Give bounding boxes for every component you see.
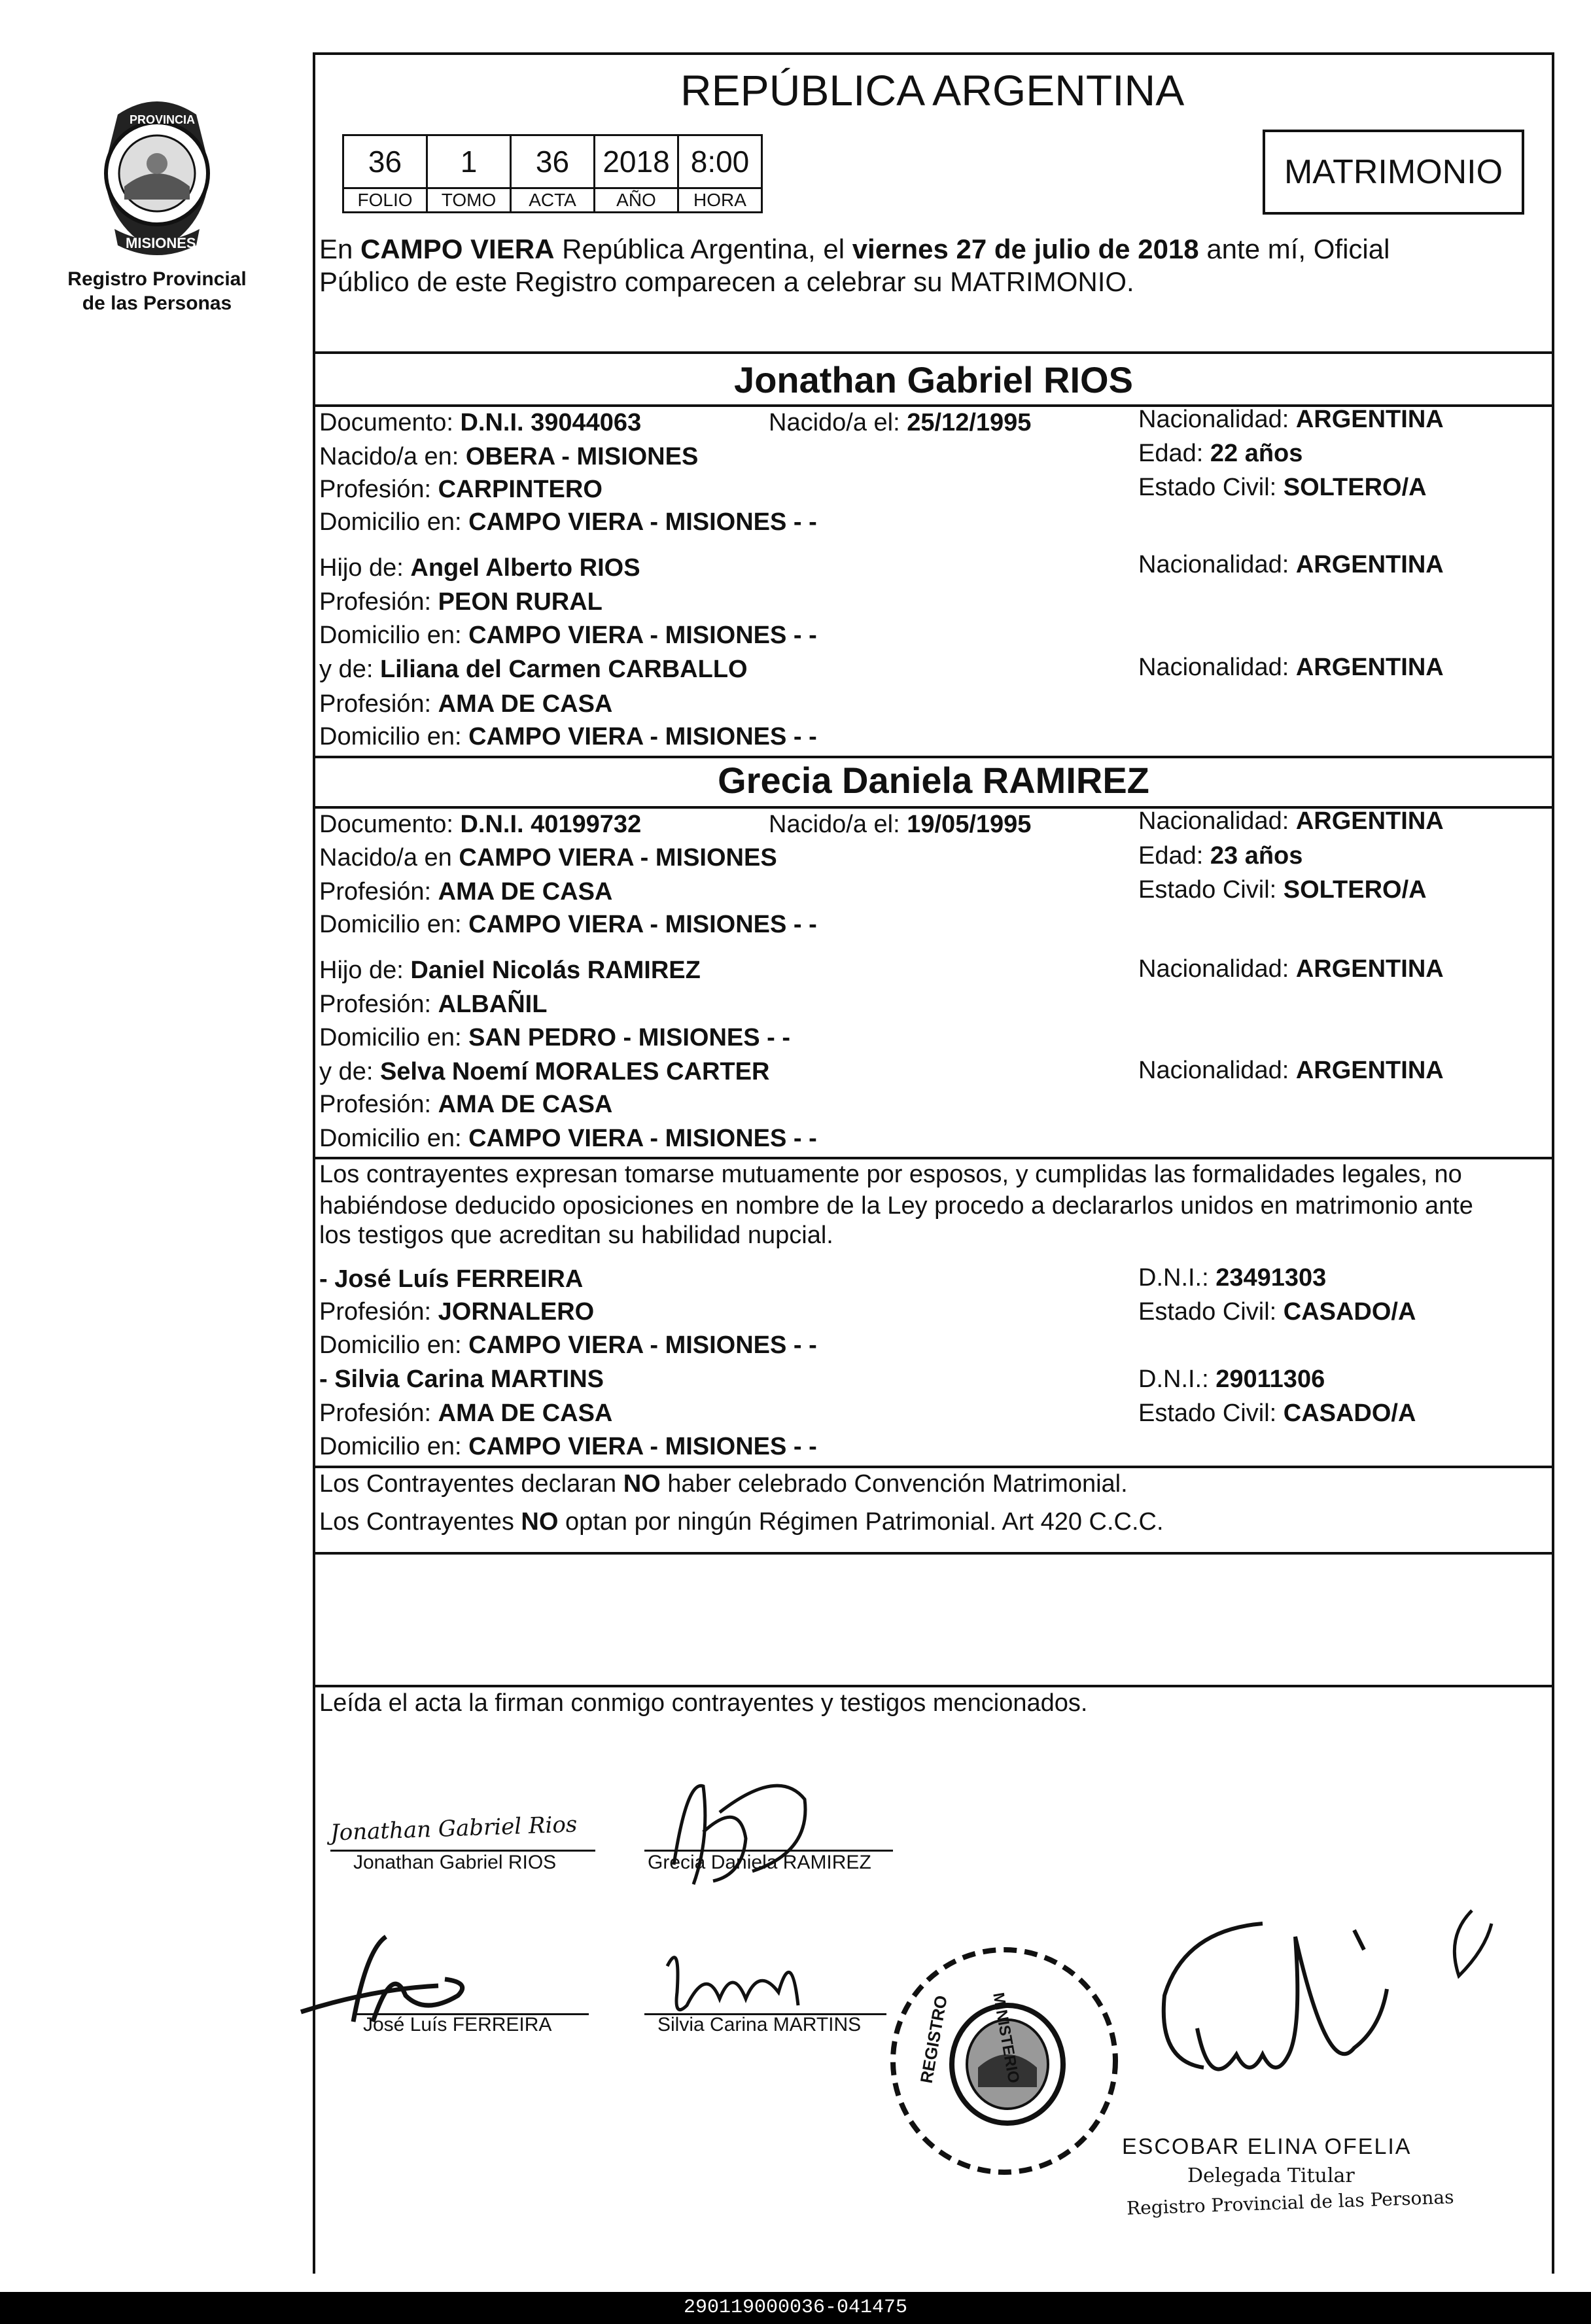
intro-text-1: En [319,234,361,264]
registry-logo [79,88,236,265]
intro-text-2: República Argentina, el [554,234,852,264]
bride-birthdate: Nacido/a el: 19/05/1995 [769,811,1032,838]
bride-name: Grecia Daniela RAMIREZ [718,760,1149,801]
groom-nationality: Nacionalidad: ARGENTINA [1138,406,1444,433]
witness1-address: Domicilio en: CAMPO VIERA - MISIONES - - [319,1331,817,1359]
hour-label: HORA [678,188,762,213]
official-signature-icon [1106,1897,1511,2146]
witness2-signature-label: Silvia Carina MARTINS [657,2014,862,2035]
official-stamp [880,1924,1128,2185]
seal-text-top: PROVINCIA DE [130,113,215,126]
declaration-line3: los testigos que acreditan su habilidad nupcial. [319,1222,833,1249]
witness2-name: - Silvia Carina MARTINS [319,1365,604,1393]
intro-text-3: ante mí, Oficial [1198,234,1390,264]
bride-father-nationality: Nacionalidad: ARGENTINA [1138,955,1444,983]
witness2-address: Domicilio en: CAMPO VIERA - MISIONES - - [319,1433,817,1460]
witness1-signature-label: José Luís FERREIRA [363,2014,552,2035]
groom-address: Domicilio en: CAMPO VIERA - MISIONES - - [319,508,817,536]
divider [313,351,1554,354]
intro-place: CAMPO VIERA [360,234,555,264]
registry-caption-line2: de las Personas [82,292,232,314]
groom-mother: y de: Liliana del Carmen CARBALLO [319,656,748,683]
bride-mother-nationality: Nacionalidad: ARGENTINA [1138,1057,1444,1084]
bride-father-profession: Profesión: ALBAÑIL [319,991,548,1018]
groom-birthdate: Nacido/a el: 25/12/1995 [769,409,1032,436]
groom-age: Edad: 22 años [1138,440,1303,467]
official-title: Delegada Titular [1187,2164,1355,2187]
bride-signature-label: Grecia Daniela RAMIREZ [648,1852,871,1873]
acta-value: 36 [511,135,595,188]
witness1-profession: Profesión: JORNALERO [319,1298,595,1326]
divider [313,1685,1554,1687]
groom-signature-label: Jonathan Gabriel RIOS [353,1852,557,1873]
tomo-value: 1 [427,135,511,188]
bride-signature-icon [648,1760,824,1910]
declaration-line2: habiéndose deducido oposiciones en nombre de la Ley procedo a declararlos unidos en matrimonio ante [319,1192,1473,1220]
folio-value: 36 [343,135,427,188]
bride-profession: Profesión: AMA DE CASA [319,878,613,906]
bride-mother: y de: Selva Noemí MORALES CARTER [319,1058,770,1085]
witness2-profession: Profesión: AMA DE CASA [319,1400,613,1427]
groom-civil-status: Estado Civil: SOLTERO/A [1138,474,1427,501]
witness1-civil-status: Estado Civil: CASADO/A [1138,1298,1416,1326]
seal-text-bottom: MISIONES [126,235,196,251]
intro-date: viernes 27 de julio de 2018 [852,234,1199,264]
groom-father-address: Domicilio en: CAMPO VIERA - MISIONES - - [319,622,817,649]
groom-mother-nationality: Nacionalidad: ARGENTINA [1138,654,1444,681]
folio-label: FOLIO [343,188,427,213]
page-title: REPÚBLICA ARGENTINA [680,66,1185,114]
witness1-name: - José Luís FERREIRA [319,1265,584,1293]
divider [313,1552,1554,1555]
witness1-dni: D.N.I.: 23491303 [1138,1264,1327,1292]
intro-line2: Público de este Registro comparecen a celebrar su MATRIMONIO. [319,266,1134,297]
groom-father-nationality: Nacionalidad: ARGENTINA [1138,551,1444,578]
acta-label: ACTA [511,188,595,213]
year-label: AÑO [595,188,678,213]
divider [313,1466,1554,1468]
convention-line1: Los Contrayentes declaran NO haber celebrado Convención Matrimonial. [319,1470,1128,1498]
divider [313,756,1554,758]
document-code: 290119000036-041475 [683,2297,908,2319]
bride-civil-status: Estado Civil: SOLTERO/A [1138,876,1427,904]
groom-mother-address: Domicilio en: CAMPO VIERA - MISIONES - - [319,723,817,750]
groom-documento: Documento: D.N.I. 39044063 [319,409,642,436]
bride-mother-profession: Profesión: AMA DE CASA [319,1091,613,1118]
bride-birthplace: Nacido/a en CAMPO VIERA - MISIONES [319,844,777,872]
registry-caption-line1: Registro Provincial [67,268,247,290]
groom-father-profession: Profesión: PEON RURAL [319,588,603,616]
official-office: Registro Provincial de las Personas [1126,2186,1454,2219]
document-type-box [1263,130,1524,215]
closing-statement: Leída el acta la firman conmigo contrayentes y testigos mencionados. [319,1689,1088,1717]
year-value: 2018 [595,135,678,188]
bride-father: Hijo de: Daniel Nicolás RAMIREZ [319,957,701,984]
intro-paragraph [319,232,1390,266]
tomo-label: TOMO [427,188,511,213]
convention-line2: Los Contrayentes NO optan por ningún Régimen Patrimonial. Art 420 C.C.C. [319,1508,1164,1536]
bride-nationality: Nacionalidad: ARGENTINA [1138,807,1444,835]
document-code-bar [0,2292,1591,2324]
groom-birthplace: Nacido/a en: OBERA - MISIONES [319,443,699,470]
bride-father-address: Domicilio en: SAN PEDRO - MISIONES - - [319,1024,790,1051]
groom-profession: Profesión: CARPINTERO [319,476,603,503]
groom-handwritten-signature: Jonathan Gabriel Rios [330,1811,578,1846]
witness2-civil-status: Estado Civil: CASADO/A [1138,1400,1416,1427]
declaration-line1: Los contrayentes expresan tomarse mutuamente por esposos, y cumplidas las formalidades legales, no [319,1161,1462,1188]
stamp-text-right: MINISTERIO [989,1991,1023,2085]
bride-documento: Documento: D.N.I. 40199732 [319,811,642,838]
official-name: ESCOBAR ELINA OFELIA [1122,2134,1412,2159]
record-number-table [342,134,763,213]
bride-address: Domicilio en: CAMPO VIERA - MISIONES - - [319,911,817,938]
hour-value: 8:00 [678,135,762,188]
bride-mother-address: Domicilio en: CAMPO VIERA - MISIONES - - [319,1125,817,1152]
groom-mother-profession: Profesión: AMA DE CASA [319,690,613,718]
groom-father: Hijo de: Angel Alberto RIOS [319,554,640,582]
bride-age: Edad: 23 años [1138,842,1303,870]
stamp-text-left: REGISTRO [916,1994,951,2085]
groom-name: Jonathan Gabriel RIOS [734,359,1133,400]
witness2-dni: D.N.I.: 29011306 [1138,1365,1325,1393]
document-type: MATRIMONIO [1284,153,1503,191]
